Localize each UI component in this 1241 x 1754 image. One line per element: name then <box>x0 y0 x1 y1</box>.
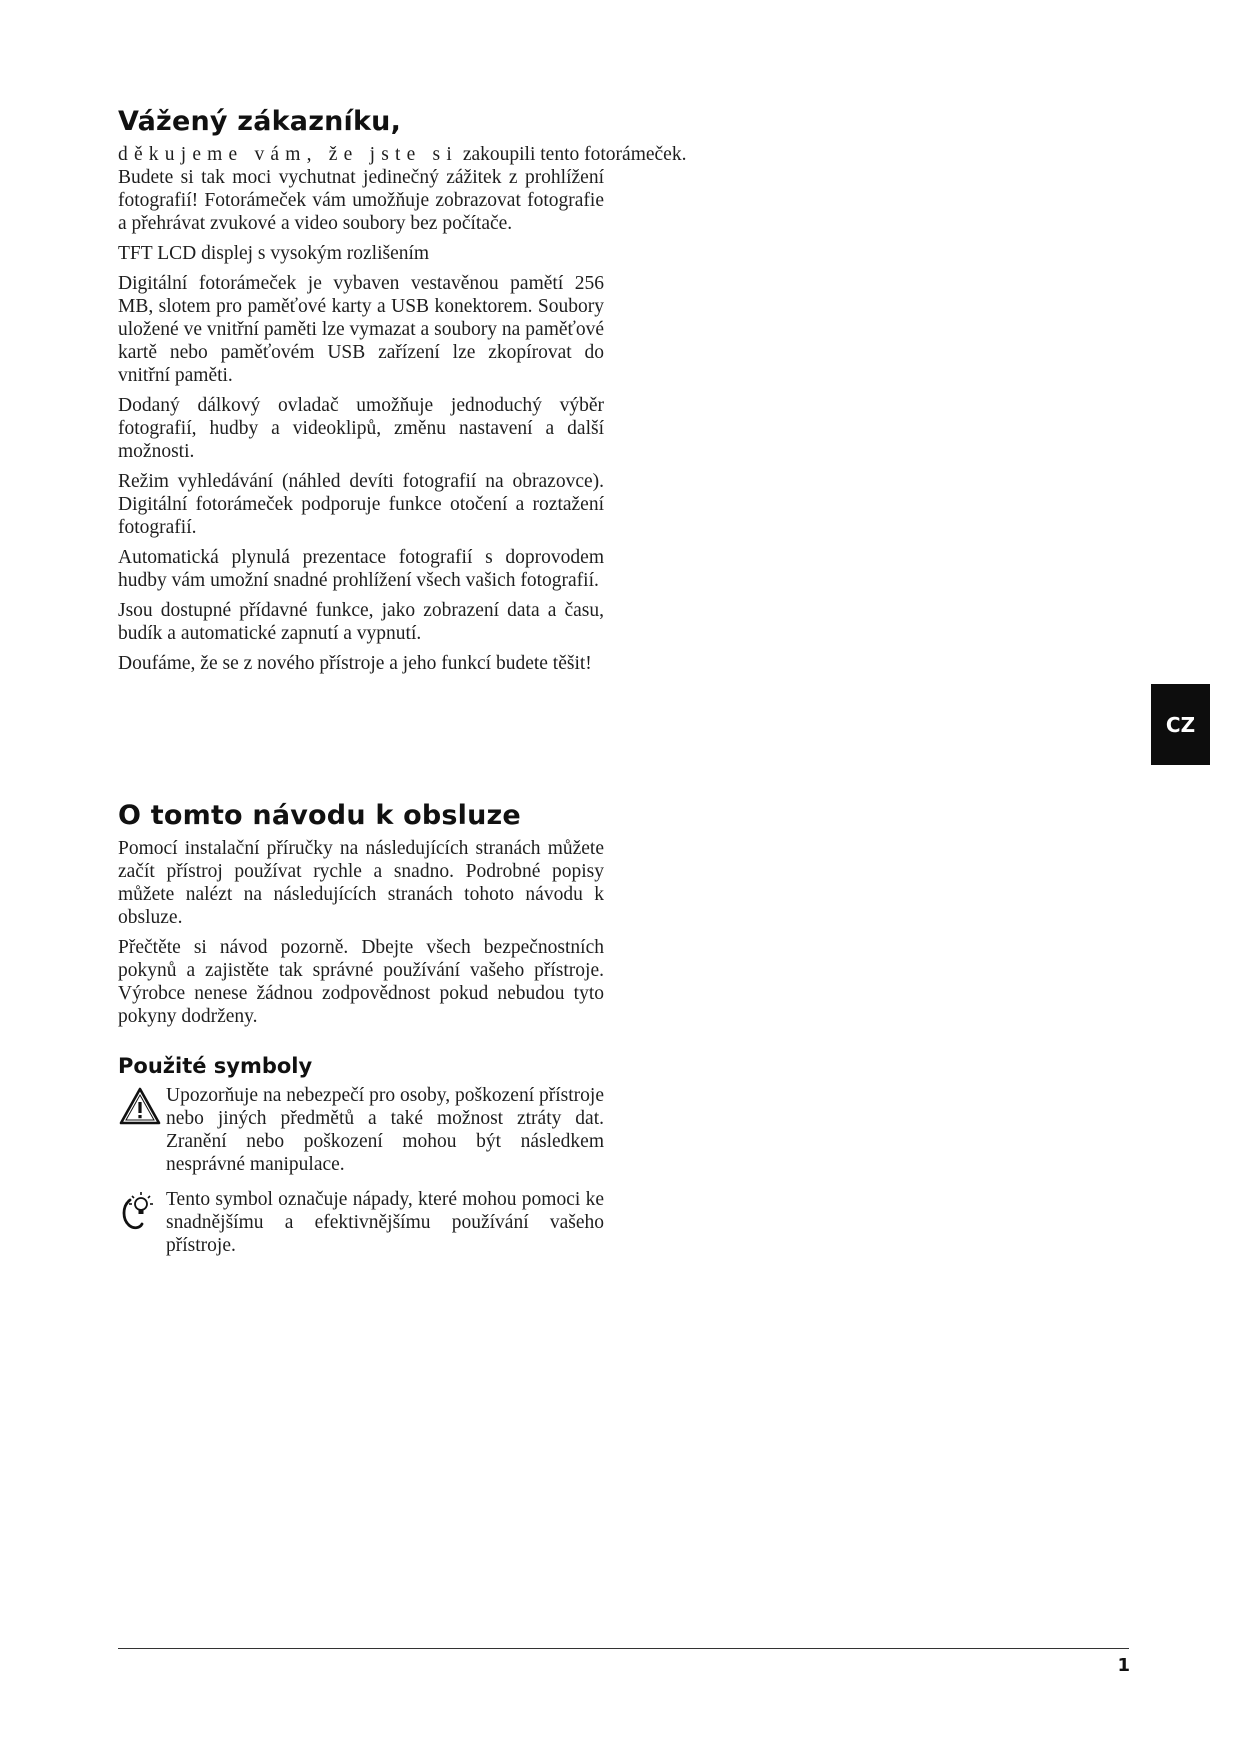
paragraph: Automatická plynulá prezentace fotografií s doprovodem hudby vám umožní snadné prohlížení všech vašich fotografií. <box>118 547 604 591</box>
paragraph: Přečtěte si návod pozorně. Dbejte všech bezpečnostních pokynů a zajistěte tak správné používání vašeho přístroje. Výrobce nenese žádnou zodpovědnost pokud nebudou tyto pokyny dodrženy. <box>118 937 604 1027</box>
symbol-warning-row <box>118 1084 604 1176</box>
welcome-heading: Vážený zákazníku, <box>118 106 402 137</box>
footer-divider <box>118 1648 1129 1649</box>
section-about-manual <box>118 800 604 1035</box>
about-manual-heading: O tomto návodu k obsluze <box>118 800 521 831</box>
paragraph: Jsou dostupné přídavné funkce, jako zobrazení data a času, budík a automatické zapnutí a vypnutí. <box>118 600 604 644</box>
tip-lightbulb-icon <box>118 1188 166 1236</box>
section-welcome <box>118 106 687 682</box>
intro-spaced-text: děkujeme vám, že jste si <box>118 144 458 165</box>
intro-rest-text: zakoupili tento fotorámeček. <box>457 144 687 165</box>
symbol-tip-row <box>118 1188 604 1257</box>
warning-symbol-text: Upozorňuje na nebezpečí pro osoby, poškození přístroje nebo jiných předmětů a také možnost ztráty dat. Zranění nebo poškození mohou být následkem nesprávné manipulace. <box>166 1085 604 1175</box>
warning-triangle-icon <box>118 1084 166 1132</box>
paragraph: Doufáme, že se z nového přístroje a jeho funkcí budete těšit! <box>118 653 592 674</box>
tip-symbol-text: Tento symbol označuje nápady, které mohou pomoci ke snadnějšímu a efektivnějšímu používání vašeho přístroje. <box>166 1189 604 1256</box>
symbols-heading: Použité symboly <box>118 1054 313 1078</box>
language-tab: CZ <box>1151 684 1210 765</box>
section-symbols <box>118 1054 604 1269</box>
page-number: 1 <box>1117 1655 1130 1676</box>
paragraph: Digitální fotorámeček je vybaven vestavěnou pamětí 256 MB, slotem pro paměťové karty a USB konektorem. Soubory uložené ve vnitřní paměti lze vymazat a soubory na paměťové kartě nebo paměťovém USB zařízení lze zkopírovat do vnitřní paměti. <box>118 273 604 386</box>
intro-line <box>118 143 758 166</box>
paragraph: Pomocí instalační příručky na následujících stranách můžete začít přístroj používat rychle a snadno. Podrobné popisy můžete nalézt na následujících stranách tohoto návodu k obsluze. <box>118 838 604 928</box>
paragraph: Režim vyhledávání (náhled devíti fotografií na obrazovce). Digitální fotorámeček podporuje funkce otočení a roztažení fotografií. <box>118 471 604 538</box>
paragraph: Budete si tak moci vychutnat jedinečný zážitek z prohlížení fotografií! Fotorámeček vám umožňuje zobrazovat fotografie a přehrávat zvukové a video soubory bez počítače. <box>118 167 604 234</box>
paragraph: TFT LCD displej s vysokým rozlišením <box>118 243 430 264</box>
paragraph: Dodaný dálkový ovladač umožňuje jednoduchý výběr fotografií, hudby a videoklipů, změnu nastavení a další možnosti. <box>118 395 604 462</box>
